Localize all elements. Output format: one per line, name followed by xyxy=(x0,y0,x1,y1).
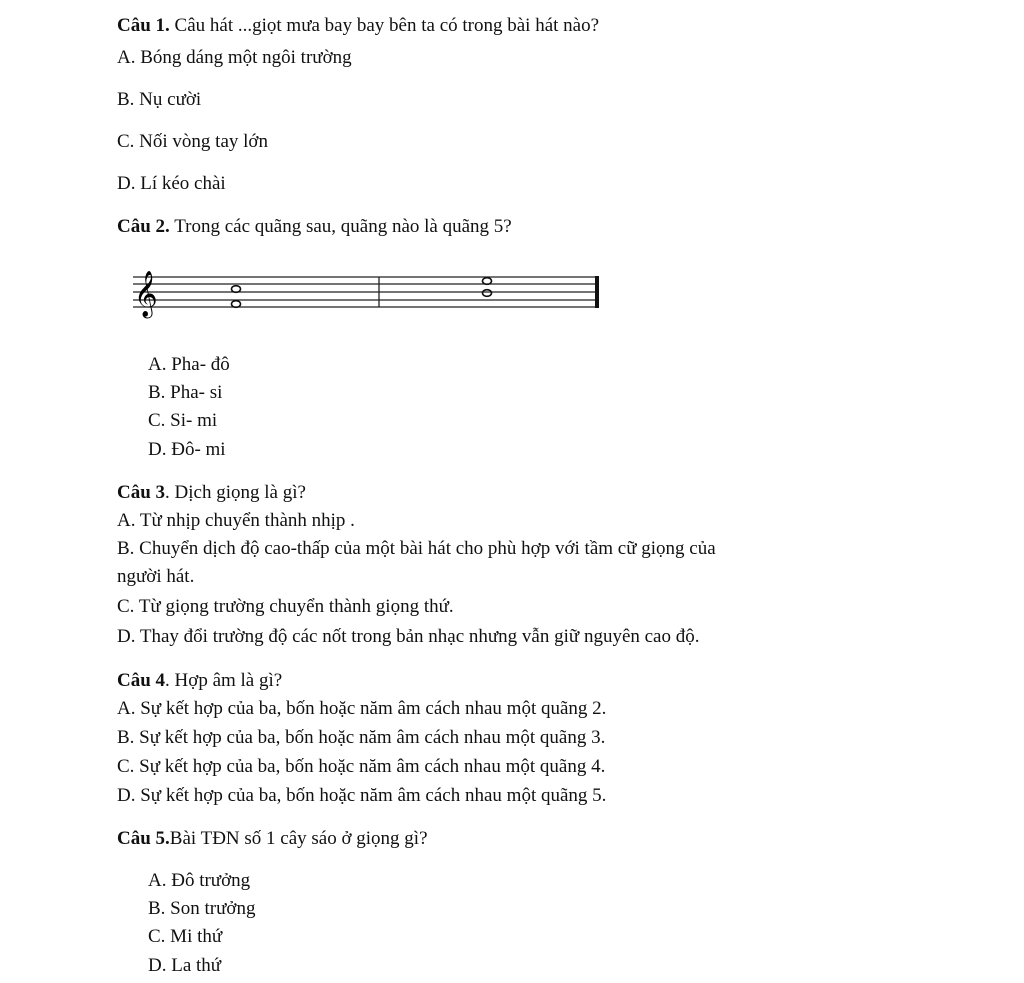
option: B. Chuyển dịch độ cao-thấp của một bài hát cho phù hợp với tầm cữ giọng của xyxy=(117,538,716,559)
option-continued: người hát. xyxy=(117,566,195,587)
question-label: Câu 1. xyxy=(117,15,170,36)
option: D. Lí kéo chài xyxy=(117,173,226,194)
option: A. Đô trưởng xyxy=(148,870,251,891)
question-3 xyxy=(117,481,306,505)
question-label: Câu 2. xyxy=(117,216,170,237)
option: A. Từ nhịp chuyển thành nhịp . xyxy=(117,510,355,531)
question-text: Câu hát ...giọt mưa bay bay bên ta có trong bài hát nào? xyxy=(169,15,600,36)
option: D. Thay đổi trường độ các nốt trong bản nhạc nhưng vẫn giữ nguyên cao độ. xyxy=(117,626,700,647)
option: D. La thứ xyxy=(148,955,222,976)
question-text: . Dịch giọng là gì? xyxy=(165,482,306,503)
option: A. Bóng dáng một ngôi trường xyxy=(117,47,352,68)
option: A. Pha- đô xyxy=(148,354,230,375)
option: B. Son trưởng xyxy=(148,898,256,919)
option: B. Pha- si xyxy=(148,382,223,403)
option: B. Sự kết hợp của ba, bốn hoặc năm âm cách nhau một quãng 3. xyxy=(117,727,606,748)
question-label: Câu 4 xyxy=(117,670,166,691)
question-text: Trong các quãng sau, quãng nào là quãng 5? xyxy=(169,216,512,237)
option: C. Mi thứ xyxy=(148,926,223,947)
question-label: Câu 3 xyxy=(117,482,166,503)
option: C. Từ giọng trường chuyển thành giọng thứ. xyxy=(117,596,454,617)
question-text: Bài TĐN số 1 cây sáo ở giọng gì? xyxy=(169,828,428,849)
option: D. Đô- mi xyxy=(148,439,226,460)
option: C. Si- mi xyxy=(148,410,218,431)
option: C. Nối vòng tay lớn xyxy=(117,131,268,152)
treble-clef-icon: 𝄞 xyxy=(134,271,158,317)
option: D. Sự kết hợp của ba, bốn hoặc năm âm cách nhau một quãng 5. xyxy=(117,785,607,806)
question-label: Câu 5. xyxy=(117,828,170,849)
option: C. Sự kết hợp của ba, bốn hoặc năm âm cách nhau một quãng 4. xyxy=(117,756,606,777)
question-5 xyxy=(117,827,428,851)
question-text: . Hợp âm là gì? xyxy=(165,670,283,691)
option: B. Nụ cười xyxy=(117,89,202,110)
question-4 xyxy=(117,669,282,693)
option: A. Sự kết hợp của ba, bốn hoặc năm âm cách nhau một quãng 2. xyxy=(117,698,607,719)
final-barline xyxy=(595,276,599,308)
